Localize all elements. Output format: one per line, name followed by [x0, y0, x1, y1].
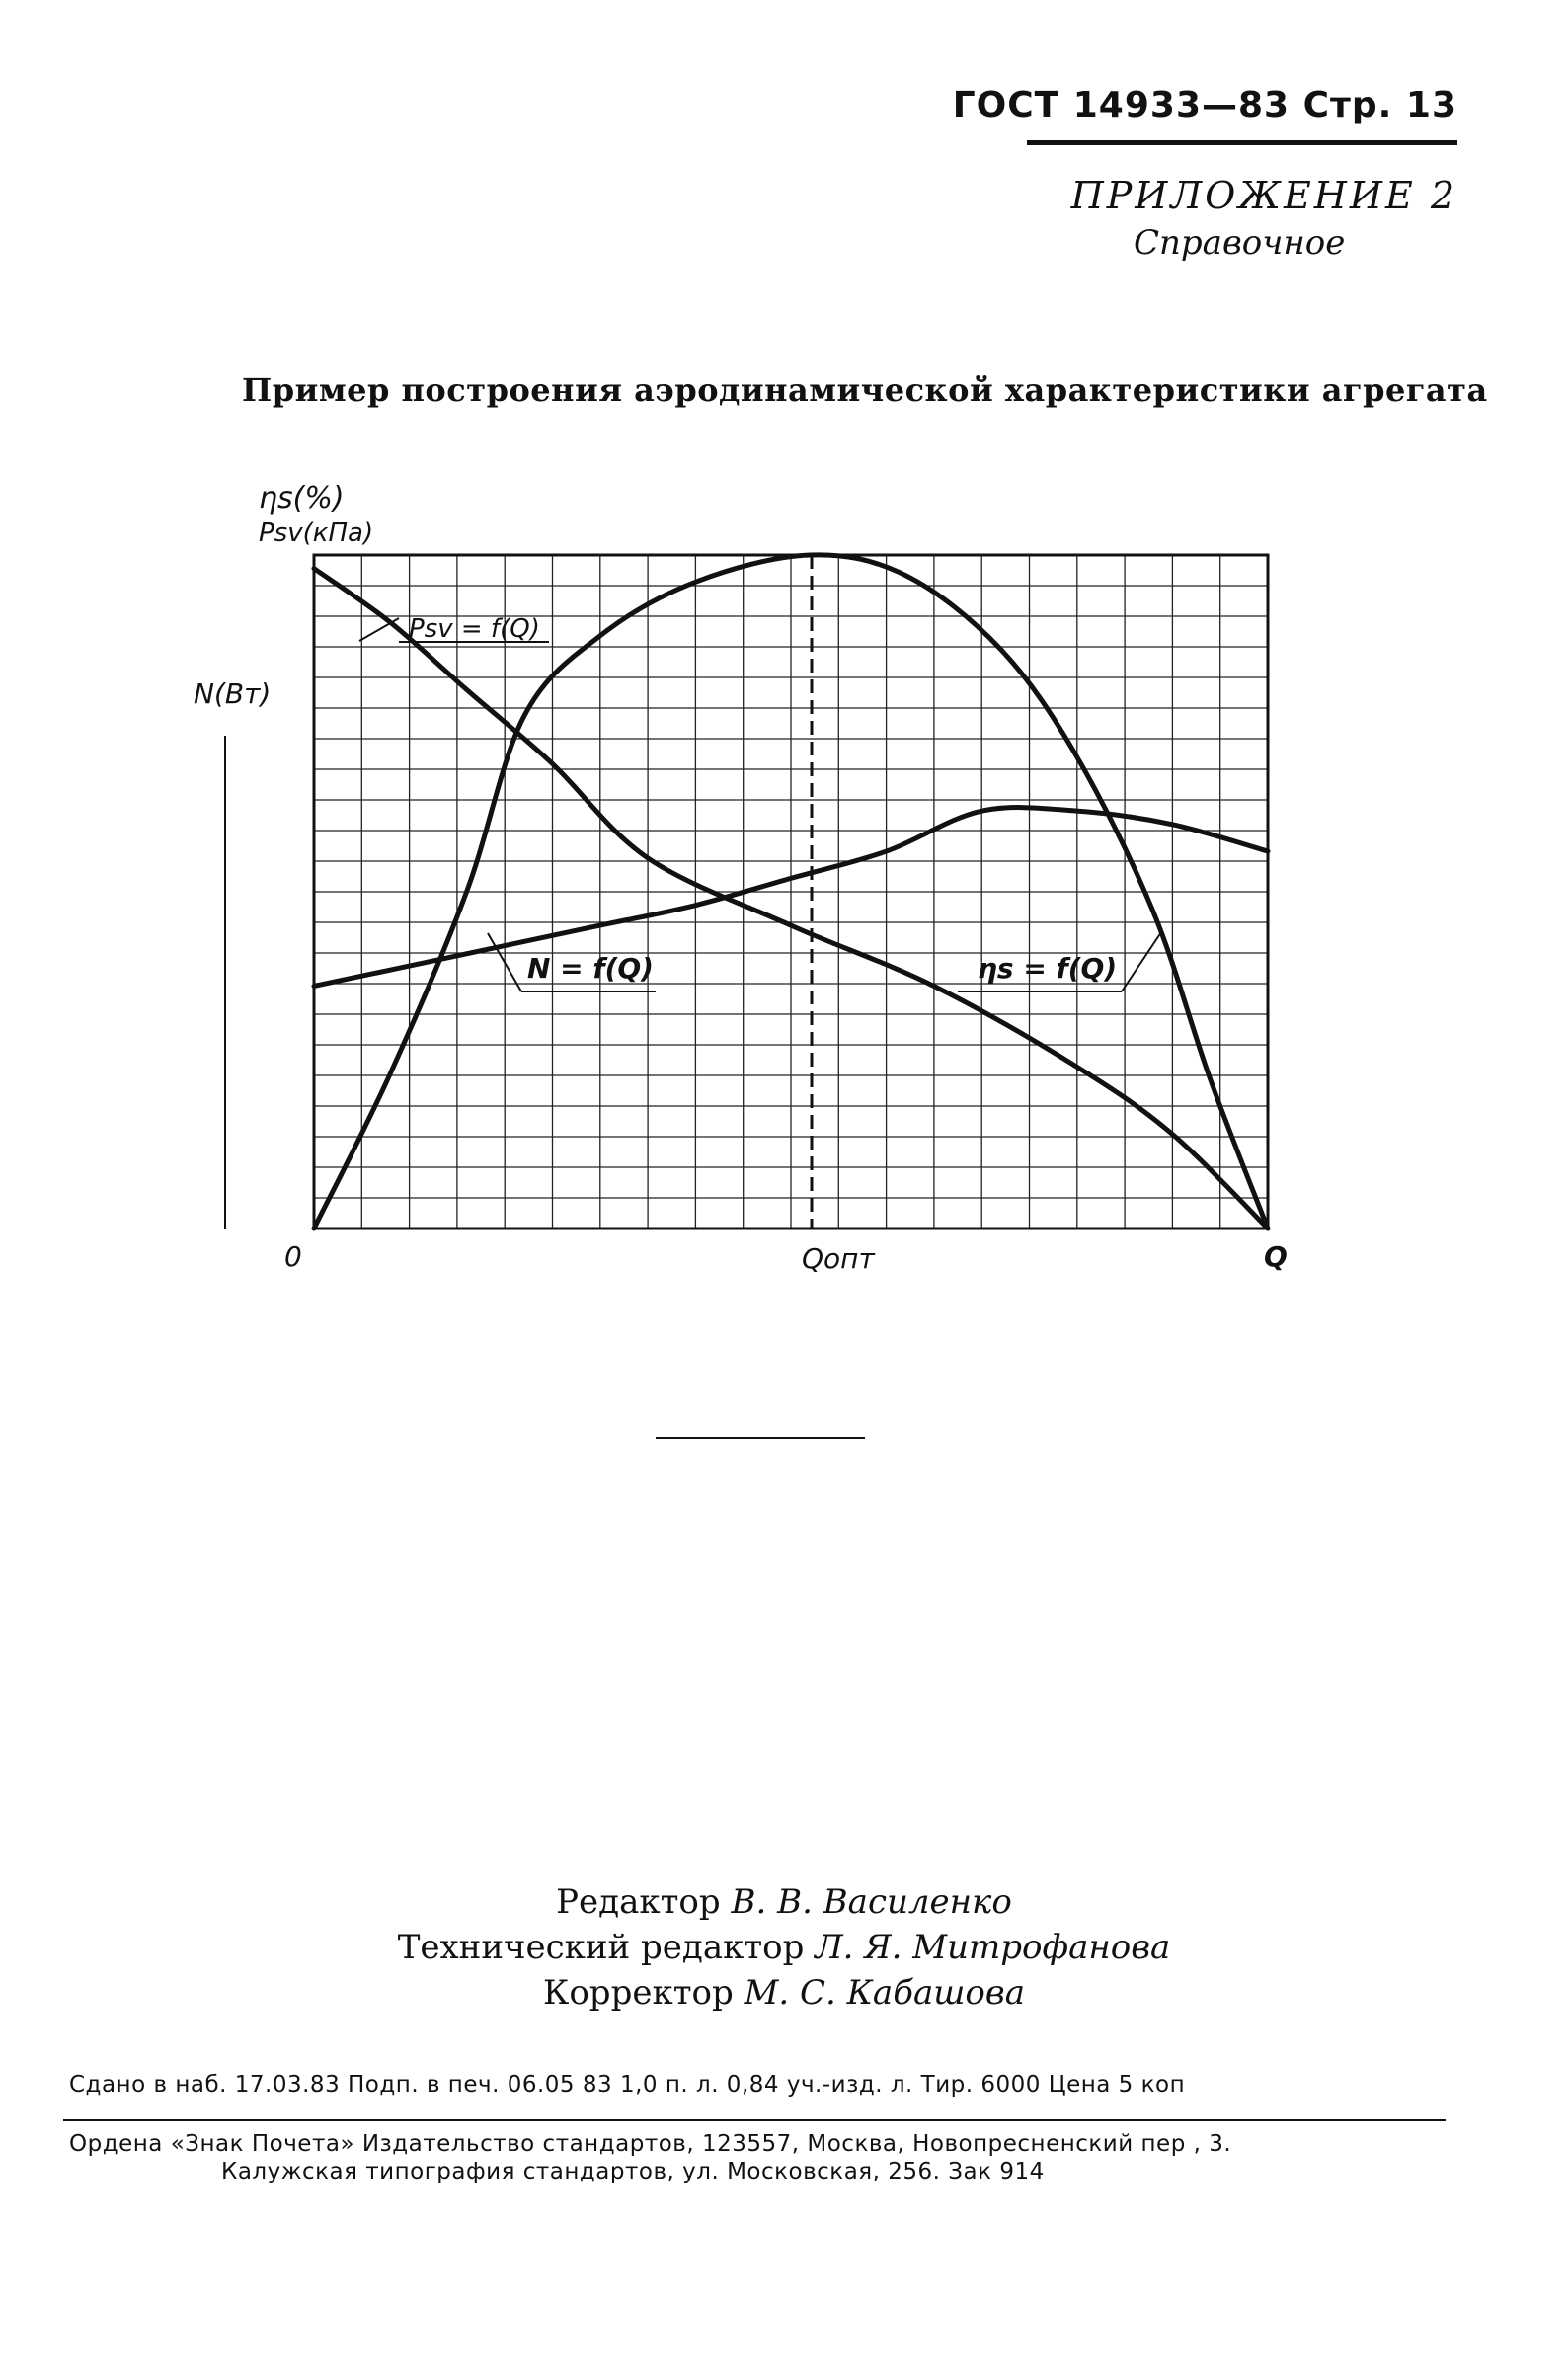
standard-header: ГОСТ 14933—83 Стр. 13 — [952, 85, 1457, 125]
y-label-eta: ηs(%) — [259, 481, 345, 515]
chart-grid — [314, 555, 1268, 1229]
eta-label: ηs = f(Q) — [978, 952, 1118, 985]
eta-leader — [1122, 932, 1161, 991]
separator-rule — [656, 1437, 865, 1439]
x-label-qopt: Qопт — [802, 1242, 875, 1275]
credit-tech-editor: Технический редактор Л. Я. Митрофанова — [397, 1928, 1171, 1967]
figure-title: Пример построения аэродинамической характеристики агрегата — [242, 371, 1488, 409]
x-label-origin: 0 — [284, 1240, 302, 1273]
appendix-type: Справочное — [1134, 223, 1346, 263]
imprint-rule — [63, 2119, 1446, 2121]
appendix-number: ПРИЛОЖЕНИЕ 2 — [1070, 174, 1457, 217]
imprint-line-1: Сдано в наб. 17.03.83 Подп. в печ. 06.05 83 1,0 п. л. 0,84 уч.-изд. л. Тир. 6000 Цена 5 коп — [69, 2072, 1186, 2098]
psv-leader — [359, 618, 399, 641]
y-label-psv: Psv(кПа) — [259, 518, 374, 548]
credit-proofreader: Корректор М. С. Кабашова — [543, 1973, 1025, 2013]
y-label-n: N(Вт) — [194, 677, 272, 710]
imprint-line-2: Ордена «Знак Почета» Издательство стандартов, 123557, Москва, Новопресненский пер , 3. — [69, 2131, 1232, 2157]
psv-label: Psv = f(Q) — [409, 614, 540, 644]
n-label: N = f(Q) — [527, 952, 654, 985]
credit-editor: Редактор В. В. Василенко — [556, 1882, 1012, 1922]
x-label-q: Q — [1264, 1240, 1288, 1273]
imprint-line-3: Калужская типография стандартов, ул. Московская, 256. Зак 914 — [221, 2159, 1045, 2184]
